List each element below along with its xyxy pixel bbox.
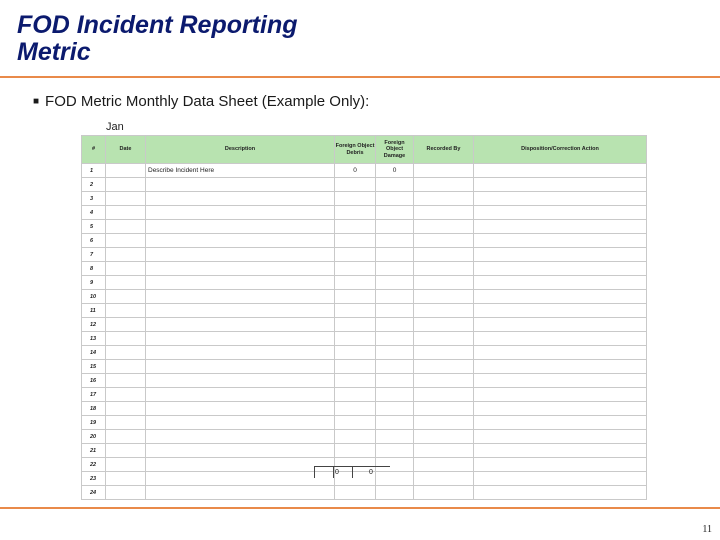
cell-recorded-by xyxy=(414,248,474,262)
header-date: Date xyxy=(106,136,146,164)
cell-damage xyxy=(376,304,414,318)
cell-date xyxy=(106,430,146,444)
table-row xyxy=(82,374,647,388)
cell-description xyxy=(146,430,335,444)
cell-date xyxy=(106,346,146,360)
total-debris: 0 xyxy=(335,469,339,476)
cell-num: 16 xyxy=(82,374,106,388)
cell-debris xyxy=(335,178,376,192)
cell-recorded-by xyxy=(414,276,474,290)
table-row xyxy=(82,332,647,346)
cell-description xyxy=(146,192,335,206)
cell-recorded-by xyxy=(414,346,474,360)
cell-damage xyxy=(376,234,414,248)
cell-recorded-by xyxy=(414,192,474,206)
cell-num: 24 xyxy=(82,486,106,500)
total-damage: 0 xyxy=(352,467,373,478)
cell-recorded-by xyxy=(414,262,474,276)
cell-disposition xyxy=(474,276,647,290)
cell-date xyxy=(106,318,146,332)
cell-recorded-by xyxy=(414,388,474,402)
header-recorded-by: Recorded By xyxy=(414,136,474,164)
cell-debris xyxy=(335,332,376,346)
table-row xyxy=(82,388,647,402)
cell-disposition xyxy=(474,178,647,192)
table-row xyxy=(82,304,647,318)
cell-description xyxy=(146,458,335,472)
cell-description xyxy=(146,402,335,416)
cell-disposition xyxy=(474,416,647,430)
cell-recorded-by xyxy=(414,304,474,318)
cell-debris xyxy=(335,220,376,234)
cell-disposition xyxy=(474,360,647,374)
cell-debris xyxy=(335,360,376,374)
cell-debris xyxy=(335,374,376,388)
table-row xyxy=(82,234,647,248)
cell-num: 22 xyxy=(82,458,106,472)
cell-damage xyxy=(376,262,414,276)
cell-disposition xyxy=(474,402,647,416)
cell-disposition xyxy=(474,332,647,346)
sheet-header-row xyxy=(82,136,647,164)
cell-recorded-by xyxy=(414,220,474,234)
cell-num: 18 xyxy=(82,402,106,416)
slide-title-line-1: FOD Incident Reporting xyxy=(17,11,298,39)
slide-title-line-2: Metric xyxy=(17,38,91,66)
cell-disposition xyxy=(474,206,647,220)
cell-disposition xyxy=(474,374,647,388)
cell-date xyxy=(106,388,146,402)
cell-num: 8 xyxy=(82,262,106,276)
cell-disposition xyxy=(474,234,647,248)
cell-debris xyxy=(335,304,376,318)
cell-debris xyxy=(335,430,376,444)
header-foreign-object-debris: Foreign Object Debris xyxy=(335,136,376,164)
table-row xyxy=(82,248,647,262)
cell-recorded-by xyxy=(414,206,474,220)
cell-disposition xyxy=(474,444,647,458)
cell-disposition xyxy=(474,164,647,178)
cell-num: 1 xyxy=(82,164,106,178)
cell-debris xyxy=(335,388,376,402)
cell-disposition xyxy=(474,318,647,332)
cell-description xyxy=(146,290,335,304)
cell-debris xyxy=(335,486,376,500)
cell-description xyxy=(146,262,335,276)
cell-damage xyxy=(376,374,414,388)
cell-description xyxy=(146,234,335,248)
cell-damage xyxy=(376,276,414,290)
cell-description xyxy=(146,276,335,290)
cell-debris xyxy=(335,444,376,458)
cell-date xyxy=(106,192,146,206)
bullet-point xyxy=(33,93,369,110)
cell-recorded-by xyxy=(414,164,474,178)
cell-date xyxy=(106,402,146,416)
cell-description xyxy=(146,374,335,388)
cell-debris xyxy=(335,290,376,304)
cell-disposition xyxy=(474,262,647,276)
cell-date xyxy=(106,290,146,304)
cell-damage xyxy=(376,416,414,430)
cell-damage xyxy=(376,332,414,346)
cell-damage: 0 xyxy=(376,164,414,178)
cell-disposition xyxy=(474,248,647,262)
cell-recorded-by xyxy=(414,402,474,416)
cell-damage xyxy=(376,290,414,304)
cell-recorded-by xyxy=(414,234,474,248)
table-row xyxy=(82,262,647,276)
fod-data-sheet xyxy=(81,135,647,500)
cell-disposition xyxy=(474,192,647,206)
cell-disposition xyxy=(474,290,647,304)
cell-date xyxy=(106,374,146,388)
cell-damage xyxy=(376,192,414,206)
cell-debris: 0 xyxy=(335,164,376,178)
cell-date xyxy=(106,248,146,262)
cell-num: 9 xyxy=(82,276,106,290)
cell-description xyxy=(146,416,335,430)
sheet-month-label: Jan xyxy=(106,121,124,133)
table-row xyxy=(82,206,647,220)
cell-date xyxy=(106,360,146,374)
totals-row xyxy=(314,466,390,479)
cell-description xyxy=(146,388,335,402)
cell-recorded-by xyxy=(414,332,474,346)
cell-description xyxy=(146,304,335,318)
table-row xyxy=(82,416,647,430)
cell-damage xyxy=(376,430,414,444)
cell-debris xyxy=(335,234,376,248)
table-row xyxy=(82,360,647,374)
cell-disposition xyxy=(474,346,647,360)
cell-description xyxy=(146,178,335,192)
page-number: 11 xyxy=(702,524,712,535)
table-row xyxy=(82,402,647,416)
cell-recorded-by xyxy=(414,360,474,374)
cell-description xyxy=(146,472,335,486)
cell-disposition xyxy=(474,388,647,402)
cell-debris xyxy=(335,402,376,416)
cell-num: 21 xyxy=(82,444,106,458)
cell-date xyxy=(106,486,146,500)
table-row xyxy=(82,178,647,192)
table-row xyxy=(82,192,647,206)
cell-damage xyxy=(376,360,414,374)
cell-description xyxy=(146,486,335,500)
cell-damage xyxy=(376,318,414,332)
cell-num: 2 xyxy=(82,178,106,192)
cell-num: 20 xyxy=(82,430,106,444)
table-row xyxy=(82,346,647,360)
cell-date xyxy=(106,332,146,346)
header-disposition: Disposition/Correction Action xyxy=(474,136,647,164)
cell-disposition xyxy=(474,220,647,234)
cell-damage xyxy=(376,444,414,458)
cell-date xyxy=(106,178,146,192)
cell-description xyxy=(146,332,335,346)
cell-description xyxy=(146,206,335,220)
cell-description xyxy=(146,318,335,332)
table-row xyxy=(82,444,647,458)
cell-num: 7 xyxy=(82,248,106,262)
cell-recorded-by xyxy=(414,416,474,430)
cell-description xyxy=(146,346,335,360)
cell-date xyxy=(106,472,146,486)
cell-num: 3 xyxy=(82,192,106,206)
cell-num: 6 xyxy=(82,234,106,248)
cell-recorded-by xyxy=(414,374,474,388)
table-row xyxy=(82,290,647,304)
cell-damage xyxy=(376,388,414,402)
cell-num: 4 xyxy=(82,206,106,220)
cell-recorded-by xyxy=(414,318,474,332)
cell-recorded-by xyxy=(414,486,474,500)
cell-num: 14 xyxy=(82,346,106,360)
cell-debris xyxy=(335,248,376,262)
table-row xyxy=(82,430,647,444)
table-row xyxy=(82,164,647,178)
cell-date xyxy=(106,220,146,234)
table-row xyxy=(82,220,647,234)
cell-debris xyxy=(335,276,376,290)
table-row xyxy=(82,486,647,500)
cell-debris xyxy=(335,192,376,206)
title-divider xyxy=(0,76,720,78)
cell-damage xyxy=(376,402,414,416)
header-num: # xyxy=(82,136,106,164)
cell-num: 19 xyxy=(82,416,106,430)
totals-left-edge xyxy=(314,467,315,478)
cell-date xyxy=(106,164,146,178)
cell-num: 23 xyxy=(82,472,106,486)
cell-recorded-by xyxy=(414,430,474,444)
table-row xyxy=(82,276,647,290)
cell-recorded-by xyxy=(414,458,474,472)
cell-description xyxy=(146,248,335,262)
cell-date xyxy=(106,206,146,220)
cell-description xyxy=(146,220,335,234)
footer-divider xyxy=(0,507,720,509)
cell-date xyxy=(106,416,146,430)
cell-num: 11 xyxy=(82,304,106,318)
square-bullet-icon: ■ xyxy=(33,96,40,107)
cell-debris xyxy=(335,262,376,276)
cell-debris xyxy=(335,416,376,430)
cell-damage xyxy=(376,178,414,192)
cell-damage xyxy=(376,486,414,500)
cell-num: 12 xyxy=(82,318,106,332)
cell-disposition xyxy=(474,304,647,318)
cell-damage xyxy=(376,220,414,234)
cell-description xyxy=(146,444,335,458)
cell-debris xyxy=(335,318,376,332)
cell-recorded-by xyxy=(414,472,474,486)
cell-date xyxy=(106,262,146,276)
cell-damage xyxy=(376,206,414,220)
cell-damage xyxy=(376,248,414,262)
cell-debris xyxy=(335,206,376,220)
cell-date xyxy=(106,458,146,472)
cell-disposition xyxy=(474,472,647,486)
sheet-body xyxy=(82,164,647,500)
cell-date xyxy=(106,444,146,458)
cell-num: 15 xyxy=(82,360,106,374)
header-description: Description xyxy=(146,136,335,164)
table-row xyxy=(82,318,647,332)
cell-debris xyxy=(335,346,376,360)
cell-date xyxy=(106,304,146,318)
slide-title xyxy=(17,12,298,66)
bullet-text: FOD Metric Monthly Data Sheet (Example Only): xyxy=(45,93,370,110)
cell-num: 17 xyxy=(82,388,106,402)
cell-description xyxy=(146,360,335,374)
cell-recorded-by xyxy=(414,444,474,458)
cell-disposition xyxy=(474,458,647,472)
cell-date xyxy=(106,234,146,248)
cell-disposition xyxy=(474,486,647,500)
cell-recorded-by xyxy=(414,290,474,304)
cell-damage xyxy=(376,346,414,360)
cell-recorded-by xyxy=(414,178,474,192)
cell-description: Describe Incident Here xyxy=(146,164,335,178)
cell-num: 10 xyxy=(82,290,106,304)
cell-num: 13 xyxy=(82,332,106,346)
cell-num: 5 xyxy=(82,220,106,234)
cell-disposition xyxy=(474,430,647,444)
cell-date xyxy=(106,276,146,290)
header-foreign-object-damage: Foreign Object Damage xyxy=(376,136,414,164)
